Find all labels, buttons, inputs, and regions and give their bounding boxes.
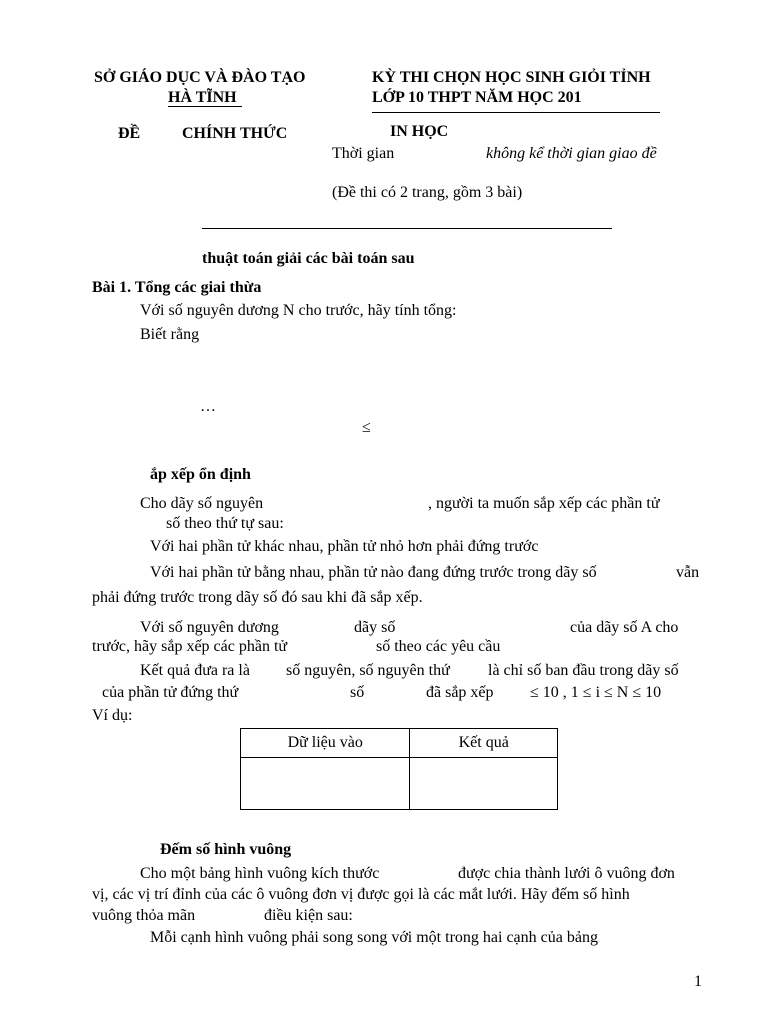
bai2-p3d: của phần tử đứng thứ <box>102 684 239 701</box>
page-number: 1 <box>694 973 702 990</box>
exam-grade-year: LỚP 10 THPT NĂM HỌC 201 <box>372 89 582 106</box>
time-label: Thời gian <box>332 145 395 162</box>
bai2-p2d: trước, hãy sắp xếp các phần tử <box>92 638 288 655</box>
bai2-rule1: Với hai phần tử khác nhau, phần tử nhỏ hơn phải đứng trước <box>150 538 539 555</box>
bai1-line2: Biết rằng <box>140 326 200 343</box>
header-divider <box>202 228 612 229</box>
bai2-p1c: số theo thứ tự sau: <box>166 515 284 532</box>
exam-underline <box>372 112 660 113</box>
bai2-p3c: là chỉ số ban đầu trong dãy số <box>488 662 679 679</box>
table-cell-input <box>241 758 410 810</box>
example-table <box>240 728 558 810</box>
bai3-title: Đếm số hình vuông <box>160 841 292 858</box>
bai3-p1d: vuông thỏa mãn <box>92 907 196 924</box>
bai3-p1c: vị, các vị trí đỉnh của các ô vuông đơn vị được gọi là các mắt lưới. Hãy đếm số hình <box>92 886 630 903</box>
exam-name: KỲ THI CHỌN HỌC SINH GIỎI TỈNH <box>372 69 651 86</box>
bai2-p3g: ≤ 10 , 1 ≤ i ≤ N ≤ 10 <box>530 684 662 701</box>
bai2-p3a: Kết quả đưa ra là <box>140 662 250 679</box>
bai3-rule1: Mỗi cạnh hình vuông phải song song với một trong hai cạnh của bảng <box>150 929 598 946</box>
bai2-p2e: số theo các yêu cầu <box>376 638 501 655</box>
bai1-title: Bài 1. Tổng các giai thừa <box>92 279 262 296</box>
bai2-p2b: dãy số <box>354 619 396 636</box>
pages-note: (Đề thi có 2 trang, gồm 3 bài) <box>332 184 523 201</box>
bai2-p3e: số <box>350 684 365 701</box>
bai2-p2a: Với số nguyên dương <box>140 619 279 636</box>
province-underline <box>168 106 242 107</box>
table-row <box>241 758 558 810</box>
bai2-rule2a: Với hai phần tử bằng nhau, phần tử nào đang đứng trước trong dãy số <box>150 564 597 581</box>
province-name: HÀ TĨNH <box>168 89 237 106</box>
bai1-leq: ≤ <box>362 419 371 436</box>
bai2-p3b: số nguyên, số nguyên thứ <box>286 662 450 679</box>
bai2-rule2c: phải đứng trước trong dãy số đó sau khi đã sắp xếp. <box>92 589 423 606</box>
table-header-input: Dữ liệu vào <box>241 729 410 758</box>
department-name: SỞ GIÁO DỤC VÀ ĐÀO TẠO <box>94 69 306 86</box>
de-label: ĐỀ <box>118 125 141 142</box>
bai2-title: ắp xếp ổn định <box>150 466 251 483</box>
bai3-p1b: được chia thành lưới ô vuông đơn <box>458 865 675 882</box>
bai2-vidu: Ví dụ: <box>92 707 133 724</box>
bai2-p1b: , người ta muốn sắp xếp các phần tử <box>428 495 660 512</box>
bai1-ellipsis: … <box>200 398 216 415</box>
bai2-p1a: Cho dãy số nguyên <box>140 495 264 512</box>
official-label: CHÍNH THỨC <box>182 125 288 142</box>
bai2-p2c: của dãy số A cho <box>570 619 679 636</box>
bai1-line1: Với số nguyên dương N cho trước, hãy tính tổng: <box>140 302 457 319</box>
instruction: thuật toán giải các bài toán sau <box>202 250 415 267</box>
table-header-output: Kết quả <box>410 729 558 758</box>
bai3-p1e: điều kiện sau: <box>264 907 353 924</box>
time-note: không kể thời gian giao đề <box>486 145 657 162</box>
table-cell-output <box>410 758 558 810</box>
bai2-rule2b: vẫn <box>676 564 700 581</box>
subject-label: IN HỌC <box>390 123 449 140</box>
bai3-p1a: Cho một bảng hình vuông kích thước <box>140 865 380 882</box>
bai2-p3f: đã sắp xếp <box>426 684 494 701</box>
